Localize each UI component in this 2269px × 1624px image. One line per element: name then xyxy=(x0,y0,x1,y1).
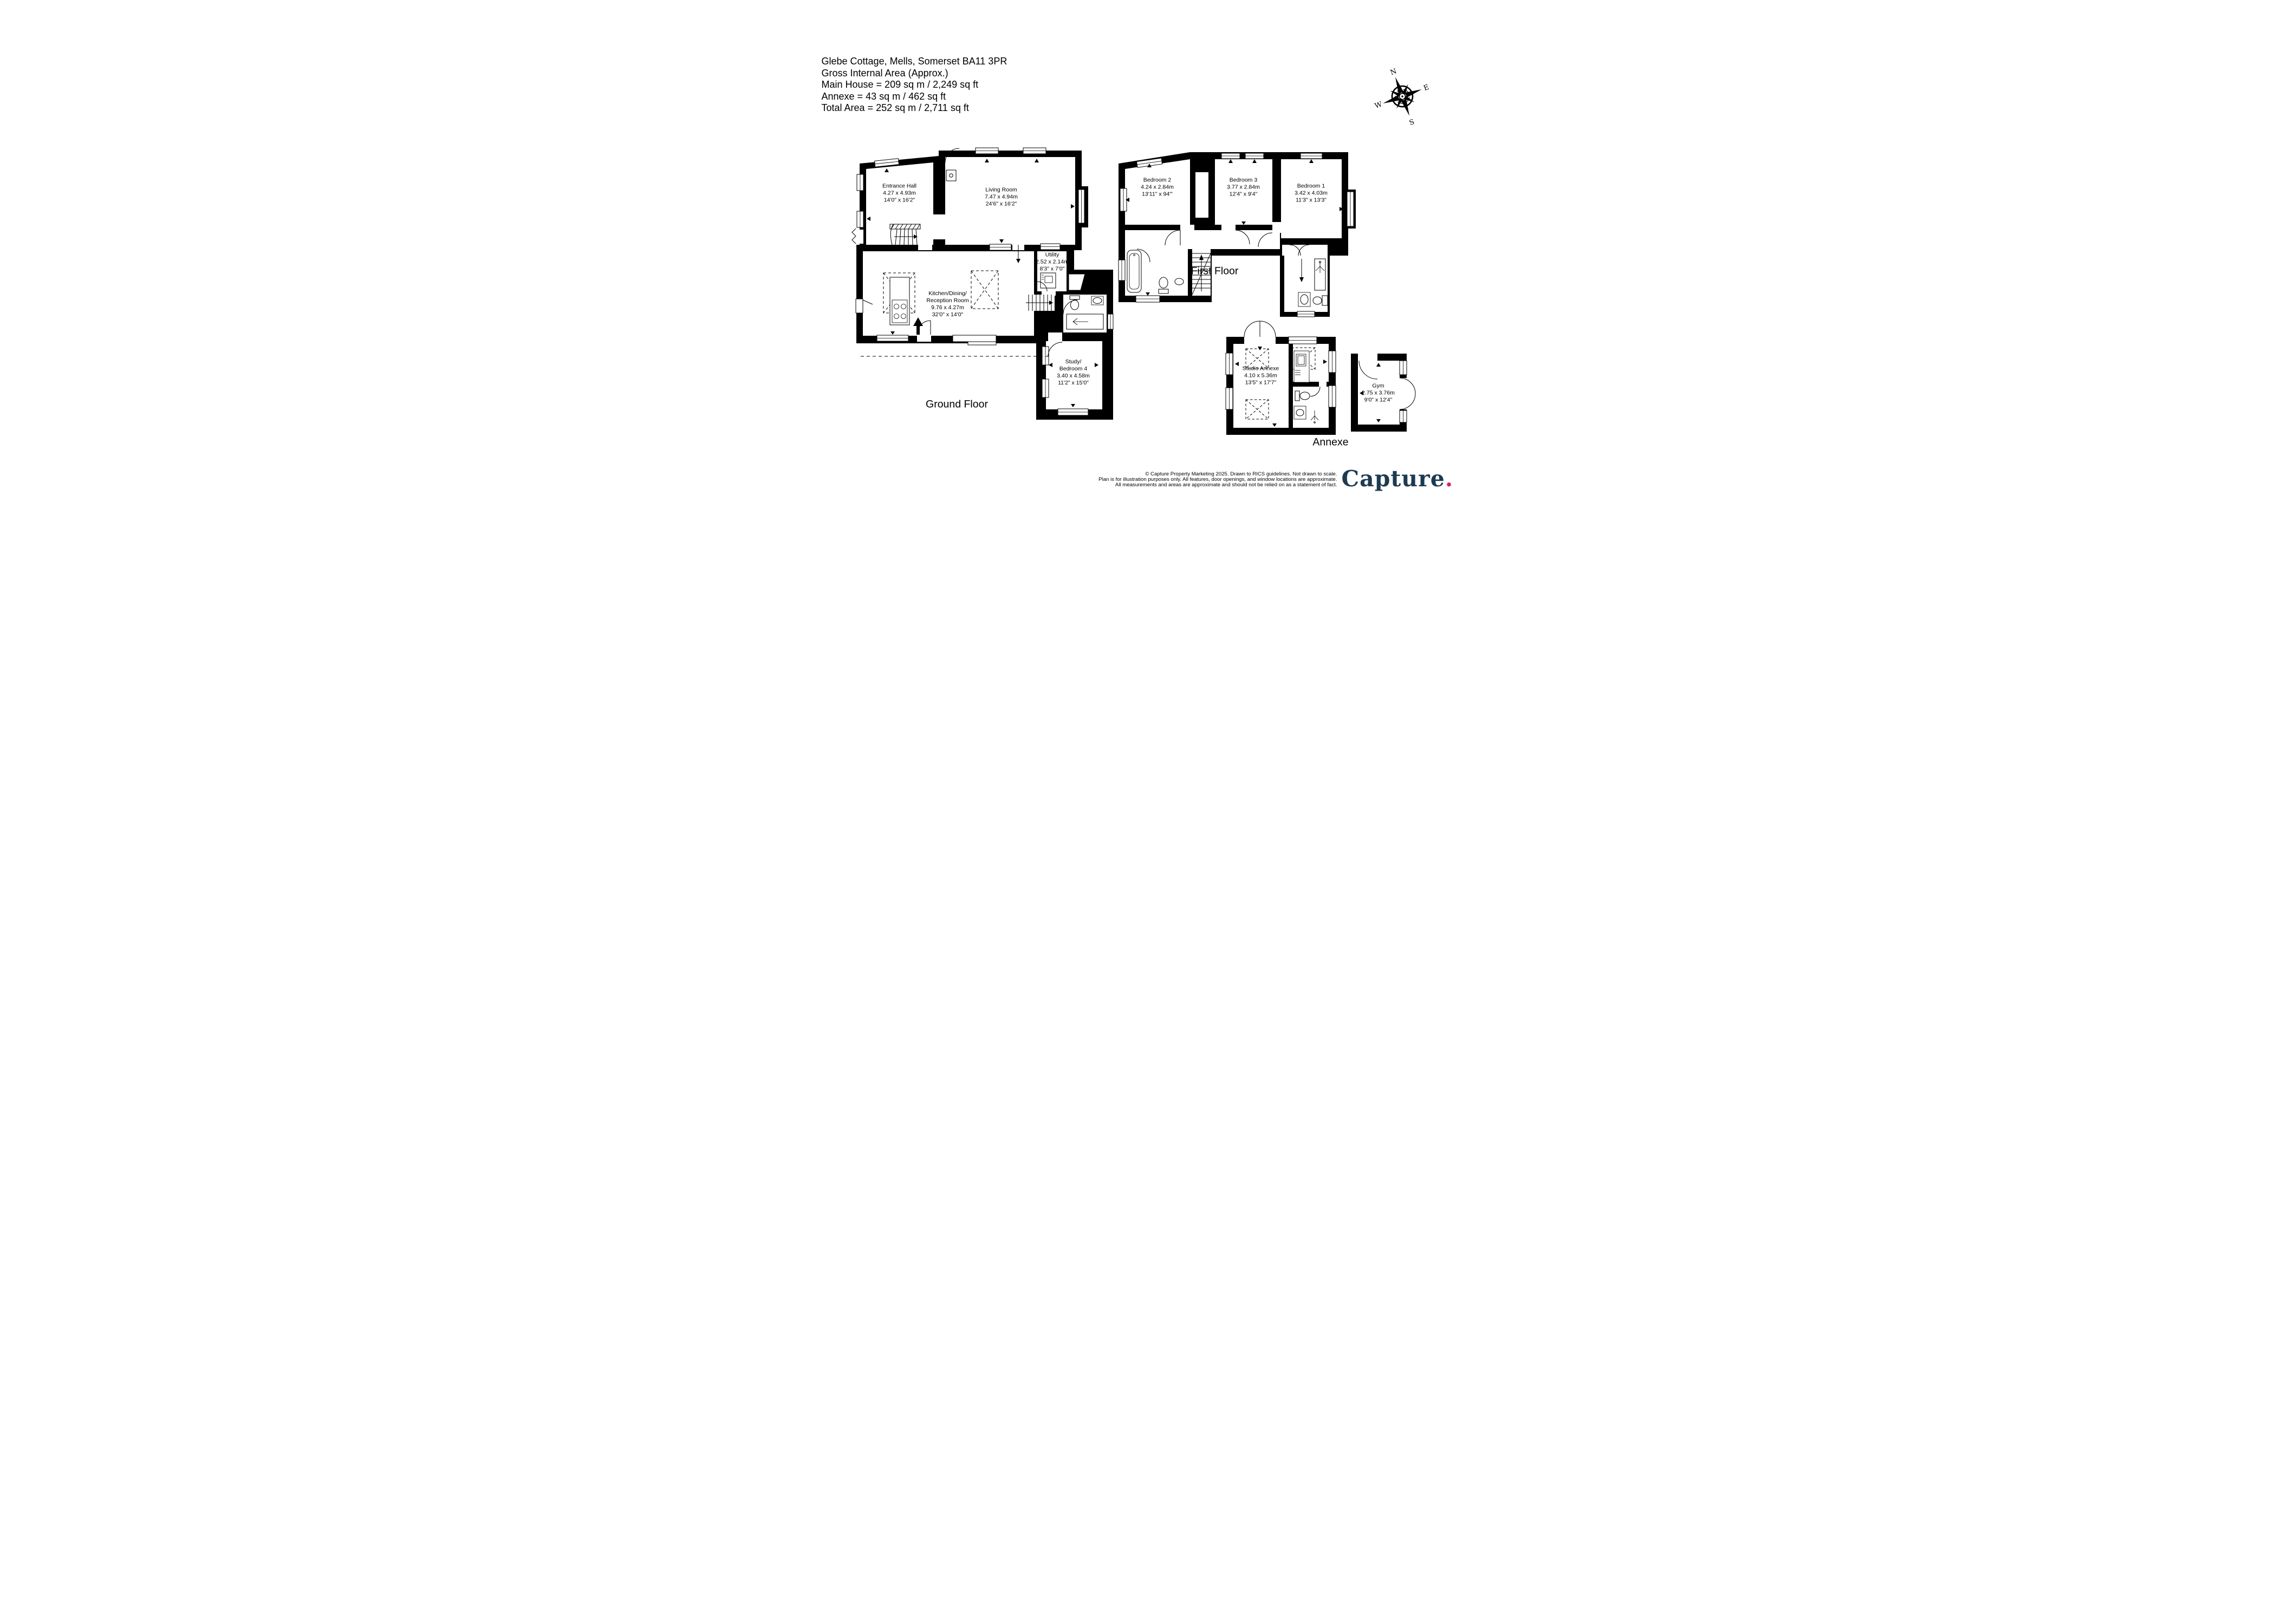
compass-east-label: E xyxy=(1422,83,1430,93)
first-floor-title: First Floor xyxy=(1191,265,1239,277)
total-area: Total Area = 252 sq m / 2,711 sq ft xyxy=(821,102,969,113)
room-label-kitchen: Kitchen/Dining/ Reception Room 9.76 x 4.27m 32'0" x 14'0" xyxy=(926,290,969,318)
room-label-utility: Utility 2.52 x 2.14m 8'3" x 7'0" xyxy=(1036,251,1069,272)
main-house-area: Main House = 209 sq m / 2,249 sq ft xyxy=(821,79,979,90)
annexe-title: Annexe xyxy=(1312,436,1349,448)
room-label-bedroom-3: Bedroom 3 3.77 x 2.84m 12'4" x 9'4" xyxy=(1227,177,1260,198)
disclaimer-line-1: © Capture Property Marketing 2025. Drawn to RICS guidelines. Not drawn to scale. xyxy=(1145,471,1337,477)
compass-south-label: S xyxy=(1408,118,1415,127)
capture-logo-dot: . xyxy=(1445,466,1454,492)
gia-title: Gross Internal Area (Approx.) xyxy=(821,67,948,79)
property-address: Glebe Cottage, Mells, Somerset BA11 3PR xyxy=(821,56,1007,67)
capture-logo-text: Capture xyxy=(1341,466,1445,492)
ground-floor-title: Ground Floor xyxy=(926,398,988,410)
disclaimer-line-2: Plan is for illustration purposes only. All features, door openings, and window locations are approximate. xyxy=(1098,477,1337,482)
room-label-entrance-hall: Entrance Hall 4.27 x 4.93m 14'0" x 16'2" xyxy=(882,182,917,204)
disclaimer-block xyxy=(1098,472,1337,488)
header-block xyxy=(822,56,1007,114)
compass-north-label: N xyxy=(1389,67,1398,77)
room-label-bedroom-1: Bedroom 1 3.42 x 4.03m 11'3" x 13'3" xyxy=(1295,182,1328,204)
room-label-bedroom-2: Bedroom 2 4.24 x 2.84m 13'11" x 94'" xyxy=(1141,177,1174,198)
capture-logo xyxy=(1342,468,1454,490)
room-label-gym: Gym 2.75 x 3.76m 9'0" x 12'4" xyxy=(1362,382,1395,403)
compass-west-label: W xyxy=(1373,100,1383,110)
annexe-area: Annexe = 43 sq m / 462 sq ft xyxy=(821,90,946,102)
room-label-living-room: Living Room 7.47 x 4.94m 24'6" x 16'2" xyxy=(985,186,1018,207)
floorplan-page xyxy=(757,0,1513,542)
room-label-study: Study/ Bedroom 4 3.40 x 4.58m 11'2" x 15'0" xyxy=(1057,358,1090,386)
compass-rose-icon xyxy=(1364,59,1439,136)
room-label-studio-annexe: Studio Annexe 4.10 x 5.36m 13'5" x 17'7" xyxy=(1242,365,1279,386)
disclaimer-line-3: All measurements and areas are approximate and should not be relied on as a statement of fact. xyxy=(1115,482,1337,488)
